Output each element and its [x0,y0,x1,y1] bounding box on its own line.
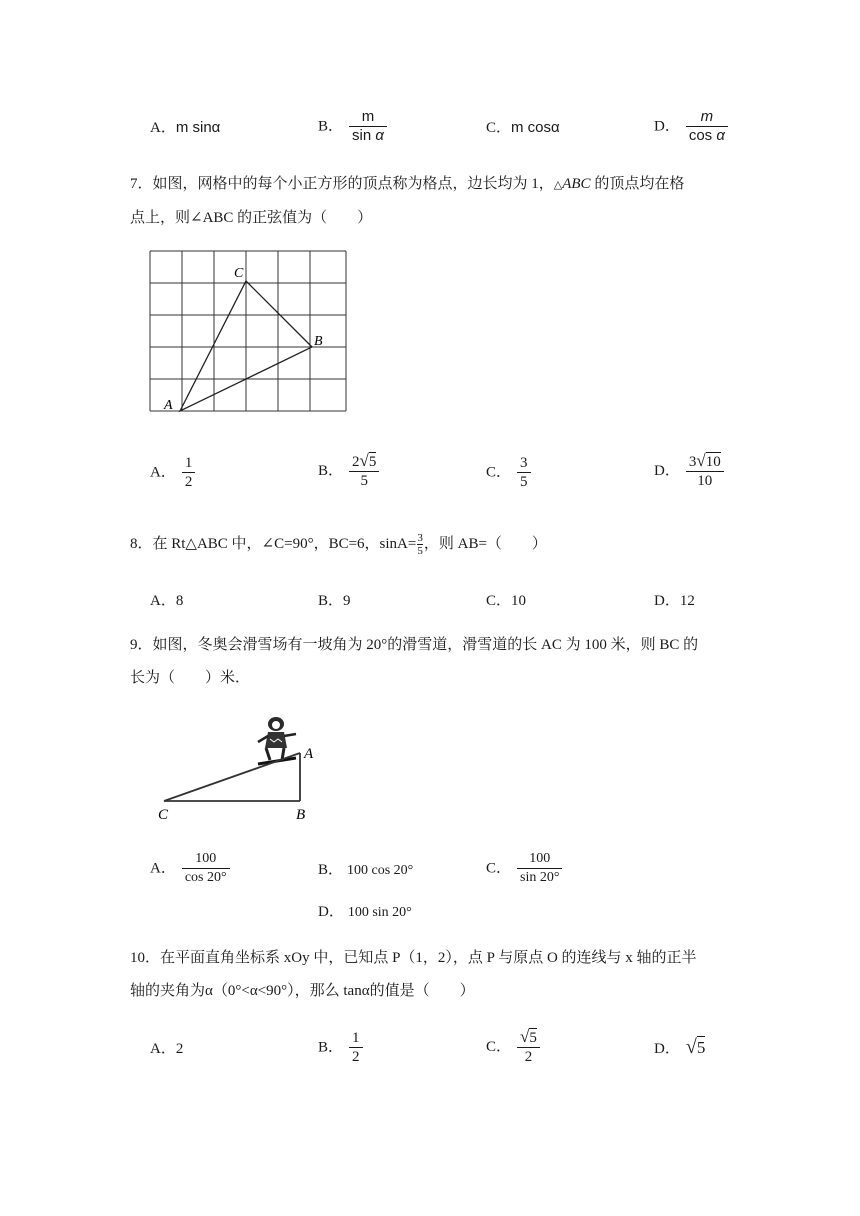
q9-slope-figure [150,708,330,828]
q7-option-a: A． $\frac{1}{2}$ [150,454,195,491]
sqrt-symbol: √5 [520,1027,537,1046]
grid-lines [150,251,346,411]
label-c: C [234,266,244,281]
q7-option-b: B． $\frac{2√5}{5}$ [318,452,379,490]
slope-ac [164,753,300,801]
label-b: B [296,807,306,823]
q10-option-d: D． √5 [654,1036,706,1058]
q8-option-c: C．10 [486,593,527,609]
q8-option-a: A．8 [150,593,184,609]
label-c: C [158,807,169,823]
q10-stem: 10．在平面直角坐标系 xOy 中，已知点 P（1，2），点 P 与原点 O 的连线与 x 轴的正半 轴的夹角为α（0°<α<90°），那么 tanα的值是（ ） [130,950,697,999]
q6-option-a: A．m sinα [150,119,221,136]
q6-option-c: C．m cosα [486,119,560,136]
q8-option-d: D．12 [654,593,695,609]
q10-option-b: B． $\frac{1}{2}$ [318,1029,363,1066]
q9-option-d: D． 100 sin 20° [318,904,412,920]
q8-option-b: B．9 [318,593,351,609]
q9-option-c: C． $\frac{100}{\sin 20^\circ}$ [486,850,562,887]
label-a: A [164,398,173,413]
q7-option-d: D． $\frac{3√10}{10}$ [654,452,724,490]
sqrt-symbol: √5 [359,451,377,470]
q6-option-b-fraction: $\frac{m}{\text{sin α}}$ [349,108,387,145]
label-a: A [304,746,314,762]
q7-stem: 7．如图，网格中的每个小正方形的顶点称为格点，边长均为 1，△ABC 的顶点均在格 点上，则∠ABC 的正弦值为（ ） [130,176,685,226]
q10-option-a: A．2 [150,1041,184,1057]
q10-option-c: C． $\frac{√5}{2}$ [486,1028,540,1066]
q6-option-b: B． $\frac{m}{\text{sin α}}$ [318,108,387,145]
sqrt-symbol: √5 [685,1036,706,1058]
q9-option-a: A． $\frac{100}{\cos 20^\circ}$ [150,850,230,887]
q7-grid-figure [140,245,360,420]
q8-stem: 8．在 Rt△ABC 中，∠C=90°，BC=6，sinA= $\frac{3}{5}$ ，则 AB=（ ） [130,532,547,558]
q9-option-b: B． 100 cos 20° [318,862,414,878]
label-b: B [314,334,323,349]
q6-option-d-fraction: $\frac{m}{\text{cos α}}$ [686,108,728,145]
q6-option-d: D． $\frac{m}{\text{cos α}}$ [654,108,728,145]
sqrt-symbol: √10 [696,451,721,470]
q9-stem: 9．如图，冬奥会滑雪场有一坡角为 20°的滑雪道，滑雪道的长 AC 为 100 米，则 BC 的 长为（ ）米． [130,637,699,686]
q7-option-c: C． $\frac{3}{5}$ [486,454,531,491]
